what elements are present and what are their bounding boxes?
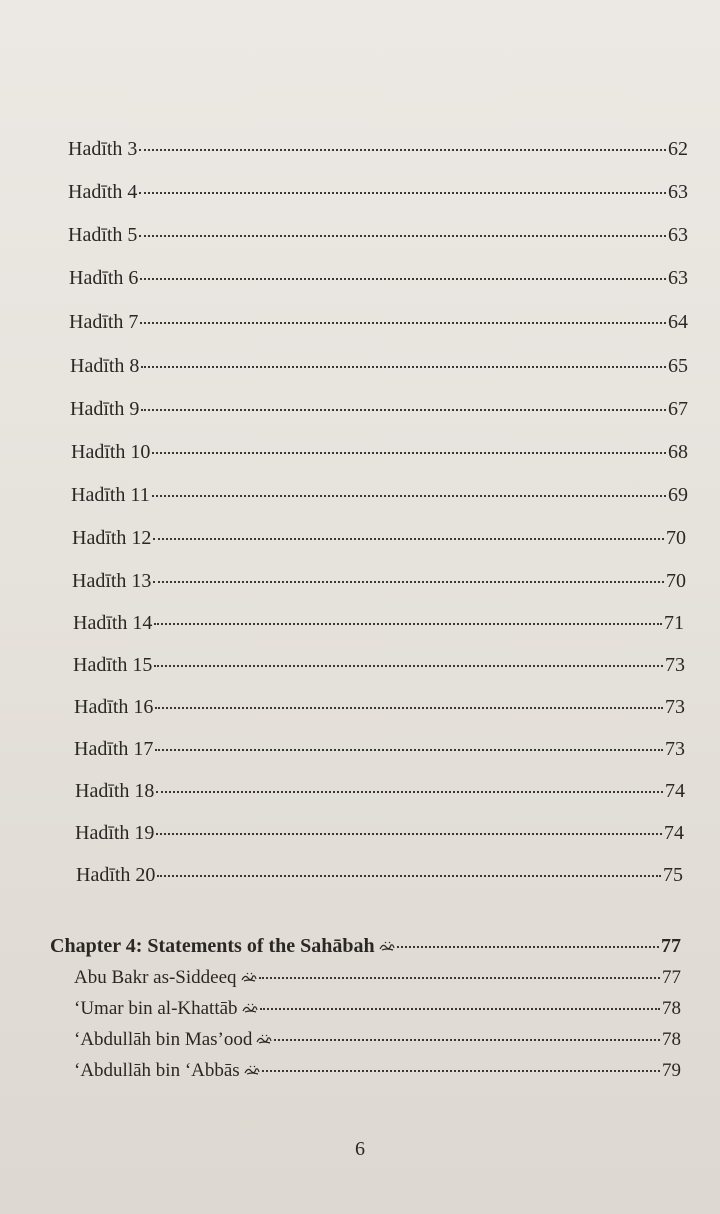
subentry-label: ‘Umar bin al-Khattāb bbox=[74, 996, 258, 1022]
toc-entry-page: 70 bbox=[666, 570, 686, 592]
toc-entry-label: Hadīth 9 bbox=[70, 398, 140, 420]
toc-entry-label: Hadīth 16 bbox=[74, 696, 154, 718]
toc-entry-hadith-15 bbox=[73, 652, 685, 678]
toc-entry-hadith-4 bbox=[68, 179, 688, 205]
subentry-page: 78 bbox=[662, 1029, 681, 1050]
toc-entry-hadith-10 bbox=[71, 439, 688, 465]
dot-leader bbox=[140, 278, 666, 280]
toc-entry-page: 73 bbox=[665, 696, 685, 718]
honorific-glyph-icon bbox=[244, 1065, 260, 1075]
dot-leader bbox=[274, 1039, 660, 1041]
toc-entry-page: 73 bbox=[665, 654, 685, 676]
dot-leader bbox=[154, 623, 662, 625]
toc-entry-page: 73 bbox=[665, 738, 685, 760]
toc-entry-page: 68 bbox=[668, 441, 688, 463]
dot-leader bbox=[156, 791, 663, 793]
honorific-glyph-icon bbox=[256, 1034, 272, 1044]
toc-subentry-ibn-masood bbox=[74, 1027, 681, 1053]
toc-subentry-abu-bakr bbox=[74, 965, 681, 991]
toc-entry-label: Hadīth 18 bbox=[75, 780, 155, 802]
toc-entry-label: Hadīth 8 bbox=[70, 355, 140, 377]
dot-leader bbox=[156, 833, 662, 835]
subentry-label: ‘Abdullāh bin ‘Abbās bbox=[74, 1058, 260, 1084]
dot-leader bbox=[152, 495, 666, 497]
subentry-label: ‘Abdullāh bin Mas’ood bbox=[74, 1027, 272, 1053]
toc-entry-label: Hadīth 3 bbox=[68, 138, 138, 160]
toc-entry-page: 64 bbox=[668, 311, 688, 333]
toc-entry-page: 62 bbox=[668, 138, 688, 160]
toc-entry-hadith-14 bbox=[73, 610, 684, 636]
toc-entry-label: Hadīth 11 bbox=[71, 484, 150, 506]
toc-entry-label: Hadīth 12 bbox=[72, 527, 152, 549]
toc-entry-hadith-9 bbox=[70, 396, 688, 422]
subentry-page: 79 bbox=[662, 1060, 681, 1081]
dot-leader bbox=[139, 235, 666, 237]
subentry-page: 78 bbox=[662, 998, 681, 1019]
dot-leader bbox=[260, 1008, 660, 1010]
toc-entry-label: Hadīth 19 bbox=[75, 822, 155, 844]
dot-leader bbox=[153, 538, 664, 540]
dot-leader bbox=[153, 581, 664, 583]
toc-chapter-4 bbox=[50, 933, 681, 959]
toc-entry-hadith-16 bbox=[74, 694, 685, 720]
toc-subentry-ibn-abbas bbox=[74, 1058, 681, 1084]
toc-entry-label: Hadīth 14 bbox=[73, 612, 153, 634]
toc-entry-page: 67 bbox=[668, 398, 688, 420]
dot-leader bbox=[155, 749, 663, 751]
dot-leader bbox=[154, 665, 663, 667]
toc-entry-label: Hadīth 10 bbox=[71, 441, 151, 463]
toc-entry-hadith-12 bbox=[72, 525, 686, 551]
toc-entry-hadith-19 bbox=[75, 820, 684, 846]
toc-entry-page: 70 bbox=[666, 527, 686, 549]
toc-entry-label: Hadīth 13 bbox=[72, 570, 152, 592]
subentry-page: 77 bbox=[662, 967, 681, 988]
toc-entry-label: Hadīth 17 bbox=[74, 738, 154, 760]
toc-subentry-umar bbox=[74, 996, 681, 1022]
toc-entry-hadith-18 bbox=[75, 778, 685, 804]
toc-entry-label: Hadīth 20 bbox=[76, 864, 156, 886]
dot-leader bbox=[155, 707, 663, 709]
toc-entry-page: 65 bbox=[668, 355, 688, 377]
dot-leader bbox=[157, 875, 661, 877]
honorific-glyph-icon bbox=[242, 1003, 258, 1013]
dot-leader bbox=[397, 946, 659, 948]
dot-leader bbox=[152, 452, 666, 454]
toc-entry-page: 69 bbox=[668, 484, 688, 506]
page-number: 6 bbox=[355, 1138, 365, 1160]
toc-entry-hadith-3 bbox=[68, 136, 688, 162]
toc-entry-hadith-8 bbox=[70, 353, 688, 379]
dot-leader bbox=[139, 149, 666, 151]
toc-entry-hadith-5 bbox=[68, 222, 688, 248]
honorific-glyph-icon bbox=[241, 972, 257, 982]
toc-entry-hadith-11 bbox=[71, 482, 688, 508]
toc-entry-page: 75 bbox=[663, 864, 683, 886]
dot-leader bbox=[141, 366, 666, 368]
chapter-page: 77 bbox=[661, 935, 681, 957]
dot-leader bbox=[262, 1070, 660, 1072]
dot-leader bbox=[141, 409, 666, 411]
toc-entry-hadith-7 bbox=[69, 309, 688, 335]
dot-leader bbox=[259, 977, 660, 979]
honorific-glyph-icon bbox=[379, 941, 395, 951]
toc-entry-hadith-17 bbox=[74, 736, 685, 762]
toc-entry-page: 71 bbox=[664, 612, 684, 634]
toc-entry-label: Hadīth 15 bbox=[73, 654, 153, 676]
toc-entry-label: Hadīth 4 bbox=[68, 181, 138, 203]
toc-entry-hadith-20 bbox=[76, 862, 683, 888]
toc-entry-hadith-6 bbox=[69, 265, 688, 291]
toc-entry-page: 74 bbox=[664, 822, 684, 844]
dot-leader bbox=[139, 192, 666, 194]
toc-entry-page: 63 bbox=[668, 267, 688, 289]
chapter-label: Chapter 4: Statements of the Sahābah bbox=[50, 933, 395, 959]
toc-entry-label: Hadīth 6 bbox=[69, 267, 139, 289]
toc-entry-label: Hadīth 5 bbox=[68, 224, 138, 246]
toc-entry-page: 74 bbox=[665, 780, 685, 802]
dot-leader bbox=[140, 322, 666, 324]
toc-entry-hadith-13 bbox=[72, 568, 686, 594]
subentry-label: Abu Bakr as-Siddeeq bbox=[74, 965, 257, 991]
toc-entry-label: Hadīth 7 bbox=[69, 311, 139, 333]
toc-entry-page: 63 bbox=[668, 224, 688, 246]
toc-entry-page: 63 bbox=[668, 181, 688, 203]
